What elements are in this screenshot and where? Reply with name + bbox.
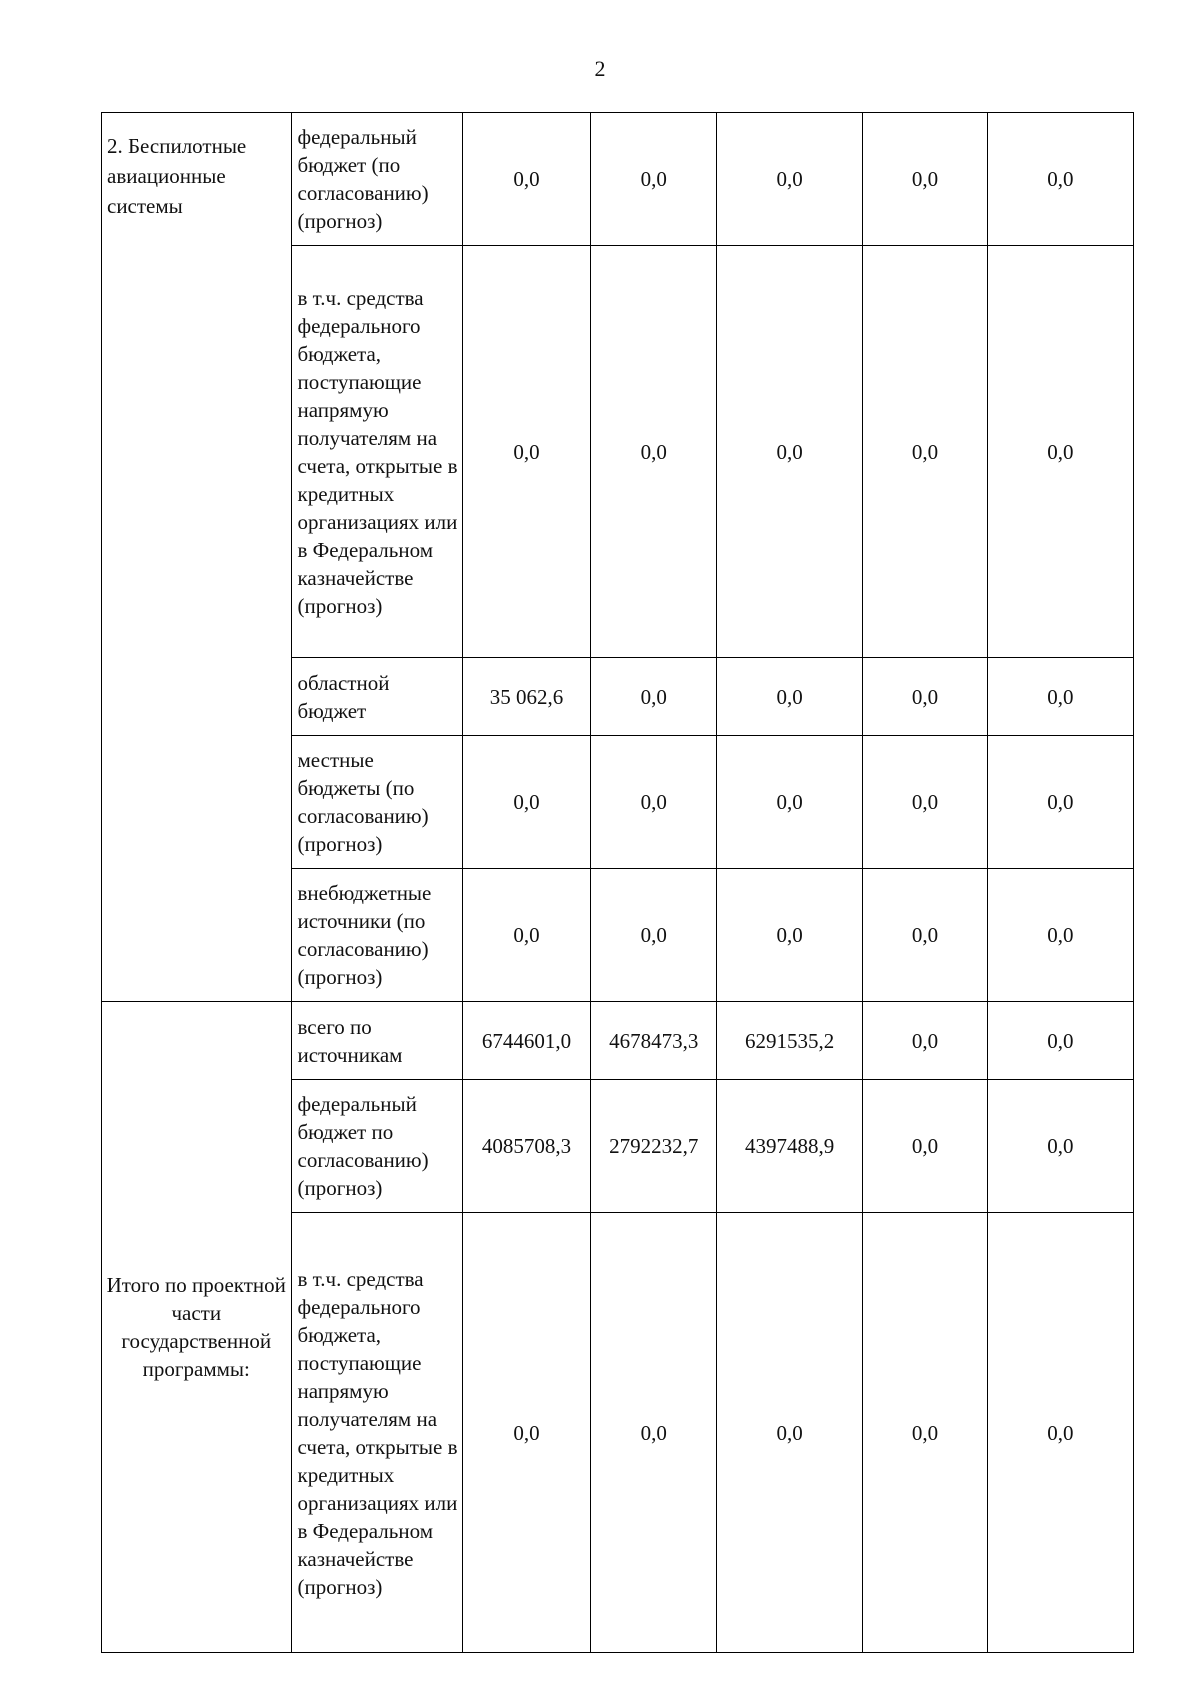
value-cell: 0,0 [591, 1213, 717, 1653]
value-cell: 0,0 [462, 736, 591, 869]
value-cell: 0,0 [863, 658, 988, 736]
value-cell: 0,0 [717, 1213, 863, 1653]
value-cell: 0,0 [863, 1080, 988, 1213]
source-label: внебюджетные источники (по согласованию) (прогноз) [291, 869, 462, 1002]
value-cell: 4085708,3 [462, 1080, 591, 1213]
value-cell: 4397488,9 [717, 1080, 863, 1213]
page-number: 2 [594, 56, 606, 81]
value-cell: 0,0 [987, 113, 1133, 246]
section-title: 2. Беспилотные авиационные системы [102, 113, 292, 1002]
value-cell: 0,0 [987, 1213, 1133, 1653]
value-cell: 0,0 [462, 246, 591, 658]
budget-table [101, 112, 1134, 1653]
value-cell: 0,0 [863, 246, 988, 658]
source-label: в т.ч. средства федерального бюджета, поступающие напрямую получателям на счета, открытые в кредитных организациях или в Федеральном казначействе (прогноз) [291, 1213, 462, 1653]
value-cell: 0,0 [987, 1080, 1133, 1213]
value-cell: 0,0 [863, 736, 988, 869]
source-label: всего по источникам [291, 1002, 462, 1080]
table-row [102, 113, 1134, 246]
value-cell: 0,0 [717, 736, 863, 869]
section-title: Итого по проектной части государственной программы: [102, 1002, 292, 1653]
value-cell: 0,0 [987, 1002, 1133, 1080]
value-cell: 0,0 [462, 113, 591, 246]
value-cell: 0,0 [591, 113, 717, 246]
value-cell: 0,0 [863, 869, 988, 1002]
value-cell: 0,0 [717, 113, 863, 246]
source-label: местные бюджеты (по согласованию) (прогноз) [291, 736, 462, 869]
value-cell: 0,0 [717, 869, 863, 1002]
value-cell: 0,0 [863, 1002, 988, 1080]
value-cell: 0,0 [462, 869, 591, 1002]
source-label: федеральный бюджет (по согласованию) (прогноз) [291, 113, 462, 246]
value-cell: 35 062,6 [462, 658, 591, 736]
value-cell: 0,0 [717, 658, 863, 736]
value-cell: 0,0 [591, 658, 717, 736]
value-cell: 0,0 [717, 246, 863, 658]
source-label: федеральный бюджет по согласованию) (прогноз) [291, 1080, 462, 1213]
value-cell: 0,0 [591, 869, 717, 1002]
value-cell: 0,0 [987, 869, 1133, 1002]
value-cell: 0,0 [987, 736, 1133, 869]
value-cell: 0,0 [987, 658, 1133, 736]
value-cell: 6744601,0 [462, 1002, 591, 1080]
value-cell: 0,0 [863, 1213, 988, 1653]
source-label: областной бюджет [291, 658, 462, 736]
table-row [102, 1002, 1134, 1080]
value-cell: 0,0 [987, 246, 1133, 658]
value-cell: 0,0 [462, 1213, 591, 1653]
value-cell: 0,0 [863, 113, 988, 246]
value-cell: 0,0 [591, 736, 717, 869]
value-cell: 4678473,3 [591, 1002, 717, 1080]
value-cell: 2792232,7 [591, 1080, 717, 1213]
value-cell: 0,0 [591, 246, 717, 658]
value-cell: 6291535,2 [717, 1002, 863, 1080]
source-label: в т.ч. средства федерального бюджета, поступающие напрямую получателям на счета, открытые в кредитных организациях или в Федеральном казначействе (прогноз) [291, 246, 462, 658]
